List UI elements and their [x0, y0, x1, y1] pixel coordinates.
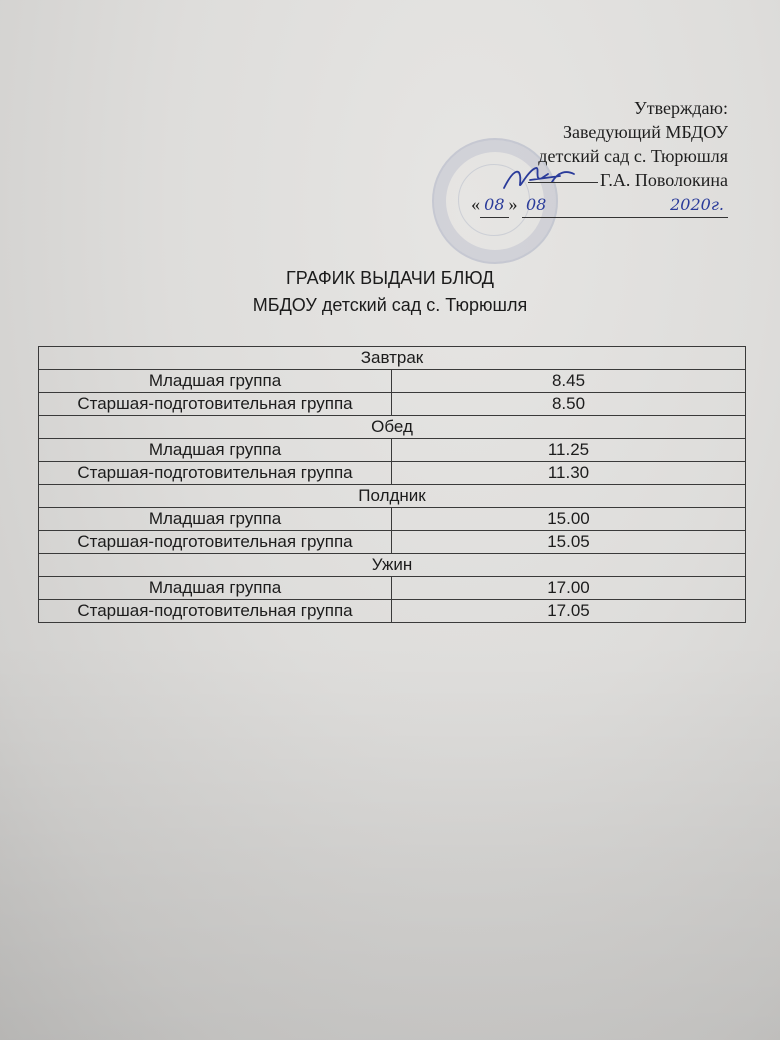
- document-subtitle: МБДОУ детский сад с. Тюрюшля: [252, 295, 528, 315]
- document-title: ГРАФИК ВЫДАЧИ БЛЮД: [286, 268, 494, 288]
- serving-time: 15.05: [392, 531, 746, 554]
- table-row: [39, 600, 746, 623]
- approval-organization: детский сад с. Тюрюшля: [538, 146, 728, 166]
- table-row: [39, 531, 746, 554]
- serving-time: 11.30: [392, 462, 746, 485]
- group-name: Младшая группа: [39, 439, 392, 462]
- group-name: Старшая-подготовительная группа: [39, 393, 392, 416]
- approval-signer-line: [471, 168, 728, 192]
- meal-header-row: [39, 347, 746, 370]
- date-month: 08: [522, 193, 660, 218]
- table-row: [39, 439, 746, 462]
- group-name: Старшая-подготовительная группа: [39, 531, 392, 554]
- meal-name: Ужин: [39, 554, 746, 577]
- group-name: Старшая-подготовительная группа: [39, 462, 392, 485]
- meal-header-row: [39, 554, 746, 577]
- meal-header-row: [39, 485, 746, 508]
- serving-time: 17.05: [392, 600, 746, 623]
- approval-date-line: [471, 192, 728, 218]
- table-row: [39, 393, 746, 416]
- signer-name: Г.А. Поволокина: [600, 170, 728, 190]
- table-row: [39, 577, 746, 600]
- date-close-quote: »: [508, 194, 518, 214]
- serving-time: 15.00: [392, 508, 746, 531]
- meal-name: Завтрак: [39, 347, 746, 370]
- date-year: 2020г.: [660, 193, 728, 218]
- group-name: Младшая группа: [39, 370, 392, 393]
- serving-time: 8.45: [392, 370, 746, 393]
- table-row: [39, 462, 746, 485]
- date-open-quote: «: [471, 194, 481, 214]
- group-name: Младшая группа: [39, 508, 392, 531]
- table-row: [39, 370, 746, 393]
- meal-name: Обед: [39, 416, 746, 439]
- serving-time: 11.25: [392, 439, 746, 462]
- meal-name: Полдник: [39, 485, 746, 508]
- group-name: Старшая-подготовительная группа: [39, 600, 392, 623]
- meal-schedule-table: [38, 346, 746, 623]
- signature-underline: [528, 182, 598, 183]
- approval-block: [471, 96, 728, 218]
- serving-time: 8.50: [392, 393, 746, 416]
- approval-position: Заведующий МБДОУ: [562, 122, 728, 142]
- table-row: [39, 508, 746, 531]
- meal-header-row: [39, 416, 746, 439]
- serving-time: 17.00: [392, 577, 746, 600]
- group-name: Младшая группа: [39, 577, 392, 600]
- approval-heading: Утверждаю:: [633, 98, 728, 118]
- date-day: 08: [480, 193, 508, 218]
